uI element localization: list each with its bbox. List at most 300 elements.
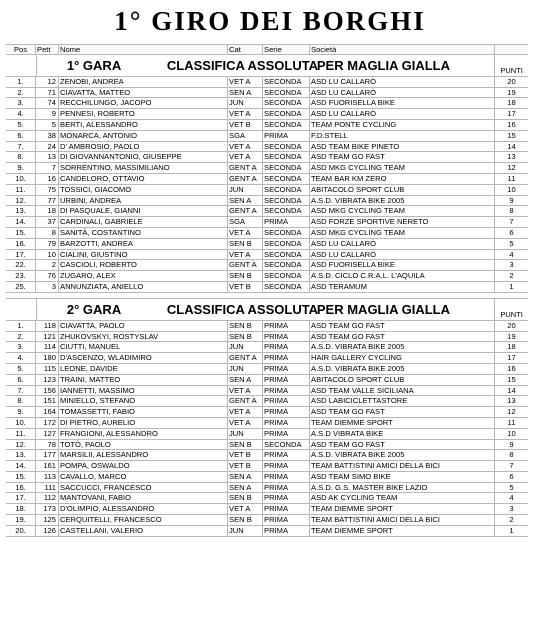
cell-societa: ASD MKG CYCLING TEAM (310, 206, 495, 216)
cell-serie: SECONDA (263, 282, 310, 292)
cell-pett: 74 (36, 98, 59, 108)
cell-pett: 151 (36, 396, 59, 406)
cell-pos: 11. (6, 185, 36, 195)
cell-name: CAVALLO, MARCO (59, 472, 228, 482)
cell-societa: A.S.D. VIBRATA BIKE 2005 (310, 342, 495, 352)
cell-cat: SEN B (228, 332, 263, 342)
cell-pos: 1. (6, 77, 36, 87)
cell-pos: 16. (6, 239, 36, 249)
cell-pos: 3. (6, 342, 36, 352)
cell-societa: TEAM DIEMME SPORT (310, 504, 495, 514)
race-label: 2° GARA (66, 301, 122, 317)
cell-name: TOSSICI, GIACOMO (59, 185, 228, 195)
cell-pos: 5. (6, 120, 36, 130)
result-row (6, 472, 528, 483)
cell-cat: VET A (228, 109, 263, 119)
cell-societa: ASD MKG CYCLING TEAM (310, 228, 495, 238)
result-row (6, 483, 528, 494)
cell-pett: 79 (36, 239, 59, 249)
cell-name: RECCHILUNGO, JACOPO (59, 98, 228, 108)
cell-cat: JUN (228, 98, 263, 108)
cell-societa: ASD FUORISELLA BIKE (310, 98, 495, 108)
cell-societa: A.S.D. VIBRATA BIKE 2005 (310, 196, 495, 206)
result-row (6, 504, 528, 515)
cell-name: CIALINI, GIUSTINO (59, 250, 228, 260)
race-sections (6, 55, 528, 537)
cell-pos: 10. (6, 174, 36, 184)
col-pos-header: Pos (6, 45, 36, 54)
result-row (6, 396, 528, 407)
cell-pos: 7. (6, 386, 36, 396)
result-row (6, 109, 528, 120)
race-section-header (6, 299, 528, 321)
cell-punti: 17 (507, 109, 516, 119)
cell-pos: 23. (6, 271, 36, 281)
cell-punti: 7 (509, 217, 514, 227)
cell-serie: PRIMA (263, 342, 310, 352)
cell-serie: PRIMA (263, 332, 310, 342)
cell-pos: 17. (6, 250, 36, 260)
cell-cat: SEN A (228, 196, 263, 206)
cell-pett: 24 (36, 142, 59, 152)
cell-serie: PRIMA (263, 364, 310, 374)
cell-cat: VET B (228, 282, 263, 292)
col-societa-header: Società (310, 45, 495, 54)
cell-cat: SEN A (228, 483, 263, 493)
cell-pos: 7. (6, 142, 36, 152)
cell-cat: GENT A (228, 353, 263, 363)
result-row (6, 217, 528, 228)
cell-punti: 10 (507, 184, 516, 194)
cell-pos: 3. (6, 98, 36, 108)
cell-cat: VET A (228, 142, 263, 152)
cell-societa: ASD TEAM SIMO BIKE (310, 472, 495, 482)
cell-cat: JUN (228, 429, 263, 439)
cell-name: CERQUITELLI, FRANCESCO (59, 515, 228, 525)
cell-societa: A.S.D. VIBRATA BIKE 2005 (310, 364, 495, 374)
cell-societa: TEAM BAR KM ZERO (310, 174, 495, 184)
result-row (6, 407, 528, 418)
cell-punti: 1 (509, 525, 514, 535)
cell-name: CASTELLANI, VALERIO (59, 526, 228, 536)
cell-serie: SECONDA (263, 260, 310, 270)
race-section-header (6, 55, 528, 77)
punti-header-cell (495, 299, 528, 320)
cell-name: CIAVATTA, MATTEO (59, 88, 228, 98)
cell-cat: VET A (228, 77, 263, 87)
cell-societa: ASD TEAM GO FAST (310, 407, 495, 417)
cell-name: TRAINI, MATTEO (59, 375, 228, 385)
cell-cat: GENT A (228, 163, 263, 173)
cell-cat: GENT A (228, 260, 263, 270)
cell-name: MONARCA, ANTONIO (59, 131, 228, 141)
cell-cat: GENT A (228, 174, 263, 184)
cell-punti: 15 (507, 130, 516, 140)
cell-serie: PRIMA (263, 472, 310, 482)
cell-societa: ASD LU CALLARÒ (310, 77, 495, 87)
cell-pett: 173 (36, 504, 59, 514)
cell-pos: 4. (6, 109, 36, 119)
cell-punti: 13 (507, 152, 516, 162)
cell-pett: 115 (36, 364, 59, 374)
result-row (6, 526, 528, 537)
cell-serie: SECONDA (263, 163, 310, 173)
cell-pett: 164 (36, 407, 59, 417)
cell-pett: 12 (36, 77, 59, 87)
result-row (6, 493, 528, 504)
cell-punti: 11 (507, 417, 516, 427)
cell-societa: A.S.D VIBRATA BIKE (310, 429, 495, 439)
section-title-cell (37, 55, 495, 76)
cell-serie: SECONDA (263, 440, 310, 450)
results-sheet (6, 44, 528, 537)
cell-name: MINIELLO, STEFANO (59, 396, 228, 406)
cell-societa: ASD TEAM GO FAST (310, 321, 495, 331)
result-row (6, 450, 528, 461)
cell-pos: 2. (6, 88, 36, 98)
cell-serie: SECONDA (263, 239, 310, 249)
result-row (6, 342, 528, 353)
cell-punti: 3 (509, 504, 514, 514)
cell-punti: 11 (507, 173, 516, 183)
cell-serie: PRIMA (263, 493, 310, 503)
cell-cat: JUN (228, 364, 263, 374)
result-row (6, 282, 528, 293)
cell-pos: 14. (6, 461, 36, 471)
cell-pos: 17. (6, 493, 36, 503)
cell-serie: SECONDA (263, 77, 310, 87)
jersey-label: PER MAGLIA GIALLA (316, 301, 451, 317)
cell-cat: SEN B (228, 271, 263, 281)
cell-cat: VET A (228, 386, 263, 396)
cell-societa: ASD LU CALLARÒ (310, 250, 495, 260)
cell-pos: 19. (6, 515, 36, 525)
cell-serie: PRIMA (263, 461, 310, 471)
cell-name: TOTÒ, PAOLO (59, 440, 228, 450)
cell-serie: SECONDA (263, 271, 310, 281)
result-row (6, 418, 528, 429)
cell-pos: 8. (6, 152, 36, 162)
cell-name: D'ASCENZO, WLADIMIRO (59, 353, 228, 363)
cell-serie: PRIMA (263, 131, 310, 141)
cell-punti: 9 (509, 439, 514, 449)
result-row (6, 429, 528, 440)
cell-serie: SECONDA (263, 185, 310, 195)
cell-societa: F.D.STELL (310, 131, 495, 141)
cell-cat: VET B (228, 450, 263, 460)
cell-name: CIUTTI, MANUEL (59, 342, 228, 352)
cell-societa: TEAM BATTISTINI AMICI DELLA BICI (310, 461, 495, 471)
cell-punti: 6 (509, 227, 514, 237)
cell-societa: ASD LU CALLARÒ (310, 88, 495, 98)
cell-serie: SECONDA (263, 120, 310, 130)
cell-serie: PRIMA (263, 396, 310, 406)
cell-serie: PRIMA (263, 375, 310, 385)
cell-punti: 2 (509, 515, 514, 525)
result-row (6, 239, 528, 250)
cell-name: CARDINALI, GABRIELE (59, 217, 228, 227)
cell-cat: VET A (228, 152, 263, 162)
cell-pett: 8 (36, 228, 59, 238)
result-row (6, 260, 528, 271)
cell-serie: SECONDA (263, 206, 310, 216)
cell-societa: ASD FUORISELLA BIKE (310, 260, 495, 270)
cell-name: MANTOVANI, FABIO (59, 493, 228, 503)
cell-societa: A.S.D. CICLO C.R.A.L. L'AQUILA (310, 271, 495, 281)
cell-serie: SECONDA (263, 88, 310, 98)
cell-pett: 10 (36, 250, 59, 260)
cell-cat: SGA (228, 217, 263, 227)
cell-societa: TEAM PONTE CYCLING (310, 120, 495, 130)
cell-cat: SEN A (228, 375, 263, 385)
punti-label: PUNTI (500, 309, 523, 319)
cell-cat: GENT A (228, 206, 263, 216)
cell-serie: PRIMA (263, 504, 310, 514)
result-row (6, 163, 528, 174)
cell-pett: 123 (36, 375, 59, 385)
cell-name: D' AMBROSIO, PAOLO (59, 142, 228, 152)
cell-name: SORRENTINO, MASSIMILIANO (59, 163, 228, 173)
cell-societa: TEAM BATTISTINI AMICI DELLA BICI (310, 515, 495, 525)
cell-name: MARSILII, ALESSANDRO (59, 450, 228, 460)
cell-serie: PRIMA (263, 353, 310, 363)
cell-cat: GENT A (228, 396, 263, 406)
cell-societa: A.S.D. G.S. MASTER BIKE LAZIO (310, 483, 495, 493)
cell-serie: PRIMA (263, 407, 310, 417)
cell-societa: ASD AK CYCLING TEAM (310, 493, 495, 503)
cell-punti: 20 (507, 320, 516, 330)
cell-cat: SEN A (228, 472, 263, 482)
result-row (6, 77, 528, 88)
cell-pett: 9 (36, 109, 59, 119)
cell-serie: PRIMA (263, 386, 310, 396)
cell-punti: 15 (507, 374, 516, 384)
cell-pos: 5. (6, 364, 36, 374)
cell-societa: ASD TEAM GO FAST (310, 152, 495, 162)
cell-pett: 75 (36, 185, 59, 195)
cell-serie: SECONDA (263, 250, 310, 260)
cell-name: DI GIOVANNANTONIO, GIUSEPPE (59, 152, 228, 162)
cell-pos: 6. (6, 375, 36, 385)
cell-pett: 18 (36, 206, 59, 216)
column-header-row (6, 44, 528, 55)
cell-punti: 8 (509, 206, 514, 216)
cell-serie: SECONDA (263, 109, 310, 119)
punti-label: PUNTI (500, 65, 523, 75)
cell-punti: 4 (509, 493, 514, 503)
cell-name: DI PASQUALE, GIANNI (59, 206, 228, 216)
cell-cat: VET B (228, 461, 263, 471)
cell-societa: ABITACOLO SPORT CLUB (310, 375, 495, 385)
cell-name: BARZOTTI, ANDREA (59, 239, 228, 249)
col-punti-header (495, 45, 528, 54)
cell-serie: PRIMA (263, 429, 310, 439)
cell-societa: ASD LABICICLETTASTORE (310, 396, 495, 406)
cell-punti: 7 (509, 461, 514, 471)
cell-cat: SEN B (228, 515, 263, 525)
cell-serie: SECONDA (263, 174, 310, 184)
section-left-cell (6, 55, 37, 76)
cell-pett: 161 (36, 461, 59, 471)
cell-name: URBINI, ANDREA (59, 196, 228, 206)
cell-pett: 71 (36, 88, 59, 98)
cell-cat: SEN A (228, 88, 263, 98)
classification-label: CLASSIFICA ASSOLUTA (166, 57, 319, 73)
cell-punti: 10 (507, 428, 516, 438)
cell-pett: 112 (36, 493, 59, 503)
cell-pos: 14. (6, 217, 36, 227)
result-row (6, 120, 528, 131)
cell-punti: 3 (509, 260, 514, 270)
result-row (6, 440, 528, 451)
cell-cat: JUN (228, 185, 263, 195)
cell-name: BERTI, ALESSANDRO (59, 120, 228, 130)
cell-cat: VET A (228, 407, 263, 417)
cell-punti: 13 (507, 396, 516, 406)
cell-punti: 17 (507, 353, 516, 363)
result-row (6, 364, 528, 375)
jersey-label: PER MAGLIA GIALLA (316, 57, 451, 73)
cell-societa: ASD LU CALLARÒ (310, 239, 495, 249)
cell-name: IANNETTI, MASSIMO (59, 386, 228, 396)
col-pett-header: Pett (36, 45, 59, 54)
cell-serie: PRIMA (263, 450, 310, 460)
cell-pos: 10. (6, 418, 36, 428)
cell-societa: A.S.D. VIBRATA BIKE 2005 (310, 450, 495, 460)
cell-punti: 1 (509, 281, 514, 291)
cell-pett: 16 (36, 174, 59, 184)
result-row (6, 461, 528, 472)
cell-name: CANDELORO, OTTAVIO (59, 174, 228, 184)
cell-pos: 2. (6, 332, 36, 342)
cell-cat: VET A (228, 504, 263, 514)
cell-serie: SECONDA (263, 142, 310, 152)
result-row (6, 228, 528, 239)
cell-cat: VET A (228, 250, 263, 260)
cell-pett: 126 (36, 526, 59, 536)
cell-name: ZHUKOVSKYI, ROSTYSLAV (59, 332, 228, 342)
cell-cat: SEN B (228, 493, 263, 503)
cell-pos: 20. (6, 526, 36, 536)
cell-serie: PRIMA (263, 515, 310, 525)
cell-societa: ASD FORZE SPORTIVE NERETO (310, 217, 495, 227)
cell-name: PENNESI, ROBERTO (59, 109, 228, 119)
result-row (6, 174, 528, 185)
cell-pett: 118 (36, 321, 59, 331)
cell-cat: SEN B (228, 440, 263, 450)
cell-societa: ASD TEAM BIKE PINETO (310, 142, 495, 152)
cell-pos: 12. (6, 196, 36, 206)
cell-punti: 12 (507, 163, 516, 173)
cell-cat: SGA (228, 131, 263, 141)
cell-pett: 172 (36, 418, 59, 428)
cell-serie: SECONDA (263, 196, 310, 206)
cell-name: LEONE, DAVIDE (59, 364, 228, 374)
cell-pett: 111 (36, 483, 59, 493)
cell-punti: 12 (507, 407, 516, 417)
cell-serie: SECONDA (263, 152, 310, 162)
cell-pos: 25. (6, 282, 36, 292)
cell-societa: TEAM DIEMME SPORT (310, 526, 495, 536)
cell-punti: 6 (509, 471, 514, 481)
result-row (6, 142, 528, 153)
cell-punti: 18 (507, 98, 516, 108)
cell-pett: 37 (36, 217, 59, 227)
col-cat-header: Cat (228, 45, 263, 54)
cell-pett: 127 (36, 429, 59, 439)
result-row (6, 271, 528, 282)
cell-pett: 13 (36, 152, 59, 162)
section-left-cell (6, 299, 37, 320)
cell-pett: 121 (36, 332, 59, 342)
cell-punti: 5 (509, 238, 514, 248)
cell-punti: 4 (509, 249, 514, 259)
cell-name: ANNUNZIATA, ANIELLO (59, 282, 228, 292)
result-row (6, 196, 528, 207)
result-row (6, 332, 528, 343)
cell-pos: 12. (6, 440, 36, 450)
result-row (6, 98, 528, 109)
cell-pos: 16. (6, 483, 36, 493)
cell-pos: 1. (6, 321, 36, 331)
cell-pos: 4. (6, 353, 36, 363)
cell-name: CIAVATTA, PAOLO (59, 321, 228, 331)
page-title: 1° GIRO DEI BORGHI (114, 6, 426, 36)
cell-serie: PRIMA (263, 321, 310, 331)
result-row (6, 131, 528, 142)
cell-name: SACCUCCI, FRANCESCO (59, 483, 228, 493)
result-row (6, 185, 528, 196)
col-serie-header: Serie (263, 45, 310, 54)
cell-pett: 113 (36, 472, 59, 482)
result-row (6, 515, 528, 526)
cell-serie: PRIMA (263, 526, 310, 536)
result-row (6, 353, 528, 364)
cell-cat: SEN B (228, 239, 263, 249)
col-name-header: Nome (59, 45, 228, 54)
cell-cat: VET A (228, 418, 263, 428)
result-row (6, 250, 528, 261)
cell-name: ZUGARO, ALEX (59, 271, 228, 281)
cell-pett: 2 (36, 260, 59, 270)
result-row (6, 152, 528, 163)
cell-pett: 125 (36, 515, 59, 525)
cell-pett: 114 (36, 342, 59, 352)
result-row (6, 88, 528, 99)
cell-punti: 19 (507, 331, 516, 341)
cell-pett: 177 (36, 450, 59, 460)
cell-pos: 22. (6, 260, 36, 270)
result-row (6, 321, 528, 332)
cell-name: D'OLIMPIO, ALESSANDRO (59, 504, 228, 514)
cell-pos: 15. (6, 472, 36, 482)
cell-cat: JUN (228, 342, 263, 352)
cell-pos: 18. (6, 504, 36, 514)
cell-societa: ABITACOLO SPORT CLUB (310, 185, 495, 195)
cell-pett: 180 (36, 353, 59, 363)
cell-serie: PRIMA (263, 418, 310, 428)
cell-punti: 8 (509, 450, 514, 460)
cell-punti: 16 (507, 363, 516, 373)
cell-punti: 14 (507, 385, 516, 395)
cell-punti: 18 (507, 342, 516, 352)
cell-pos: 9. (6, 407, 36, 417)
cell-societa: ASD TERAMUM (310, 282, 495, 292)
cell-punti: 2 (509, 271, 514, 281)
result-row (6, 375, 528, 386)
cell-pett: 77 (36, 196, 59, 206)
cell-pett: 38 (36, 131, 59, 141)
